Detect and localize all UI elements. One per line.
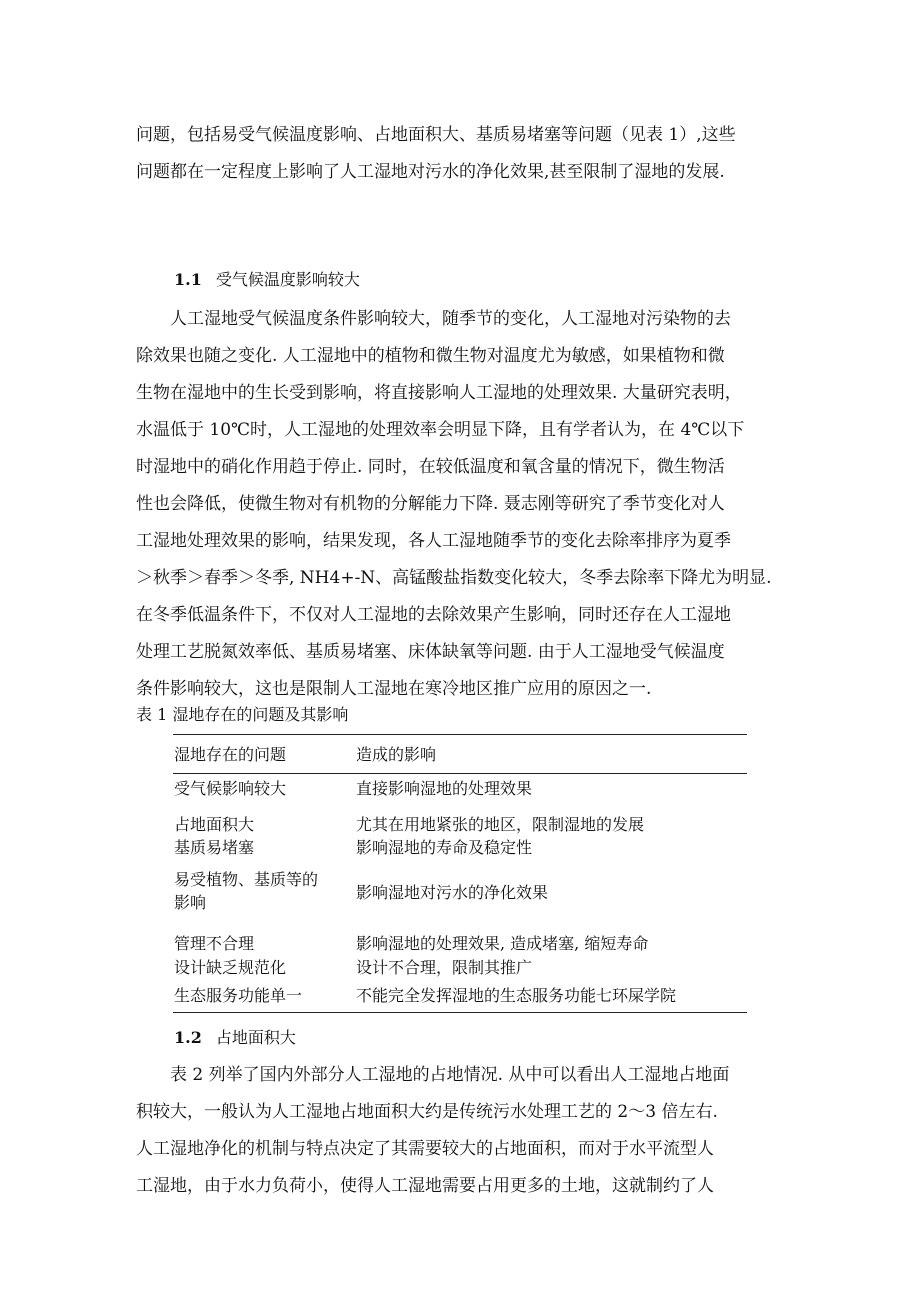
intro-line-2: 问题都在一定程度上影响了人工湿地对污水的净化效果,甚至限制了湿地的发展. [136,162,725,182]
body-line: 水温低于 10℃时，人工湿地的处理效率会明显下降，且有学者认为，在 4℃以下 [136,420,745,440]
body-line: 人工湿地受气候温度条件影响较大，随季节的变化，人工湿地对污染物的去 [136,309,731,329]
section-1-2-heading [174,1028,296,1048]
body-line: 表 2 列举了国内外部分人工湿地的占地情况. 从中可以看出人工湿地占地面 [136,1065,730,1085]
table-cell: 尤其在用地紧张的地区，限制湿地的发展 [356,815,645,834]
table-cell: 影响湿地对污水的净化效果 [356,883,549,902]
body-line: ＞秋季＞春季＞冬季, NH4+-N、高锰酸盐指数变化较大，冬季去除率下降尤为明显. [136,568,772,588]
body-line: 在冬季低温条件下，不仅对人工湿地的去除效果产生影响，同时还存在人工湿地 [136,605,731,625]
body-line: 条件影响较大，这也是限制人工湿地在寒冷地区推广应用的原因之一. [136,679,652,699]
table-cell: 影响湿地的寿命及稳定性 [356,838,533,857]
table-cell: 易受植物、基质等的 [174,870,319,889]
body-line: 积较大，一般认为人工湿地占地面积大约是传统污水处理工艺的 2～3 倍左右. [136,1102,718,1122]
table-header-impact: 造成的影响 [356,745,437,764]
table-header-rule [173,773,747,774]
table-header-problem: 湿地存在的问题 [174,745,287,764]
intro-line-1: 问题，包括易受气候温度影响、占地面积大、基质易堵塞等问题（见表 1）,这些 [136,125,736,145]
section-1-1-heading [174,270,360,290]
section-title: 受气候温度影响较大 [215,270,360,289]
table-cell: 影响湿地的处理效果, 造成堵塞, 缩短寿命 [356,934,649,953]
body-line: 除效果也随之变化. 人工湿地中的植物和微生物对温度尤为敏感，如果植物和微 [136,346,725,366]
body-line: 生物在湿地中的生长受到影响，将直接影响人工湿地的处理效果. 大量研究表明， [136,383,742,403]
body-line: 人工湿地净化的机制与特点决定了其需要较大的占地面积，而对于水平流型人 [136,1139,714,1159]
section-number: 1.2 [174,1028,202,1047]
table-cell: 生态服务功能单一 [174,986,303,1005]
body-line: 工湿地，由于水力负荷小，使得人工湿地需要占用更多的土地，这就制约了人 [136,1176,714,1196]
table-cell: 受气候影响较大 [174,779,287,798]
table-cell: 基质易堵塞 [174,838,255,857]
table-cell: 设计不合理，限制其推广 [356,958,533,977]
table-bottom-rule [173,1012,747,1013]
section-title: 占地面积大 [215,1028,296,1047]
table-cell: 管理不合理 [174,934,255,953]
body-line: 性也会降低，使微生物对有机物的分解能力下降. 聂志刚等研究了季节变化对人 [136,494,725,514]
body-line: 时湿地中的硝化作用趋于停止. 同时，在较低温度和氧含量的情况下，微生物活 [136,457,725,477]
table-cell: 设计缺乏规范化 [174,958,287,977]
section-number: 1.1 [174,270,202,289]
table-top-rule [173,734,747,735]
table-cell: 占地面积大 [174,815,255,834]
table-cell: 影响 [174,893,207,912]
table-cell: 直接影响湿地的处理效果 [356,779,533,798]
body-line: 工湿地处理效果的影响，结果发现，各人工湿地随季节的变化去除率排序为夏季 [136,531,731,551]
body-line: 处理工艺脱氮效率低、基质易堵塞、床体缺氧等问题. 由于人工湿地受气候温度 [136,642,725,662]
table-caption: 表 1 湿地存在的问题及其影响 [136,705,349,724]
table-cell: 不能完全发挥湿地的生态服务功能七环屎学院 [356,986,677,1005]
